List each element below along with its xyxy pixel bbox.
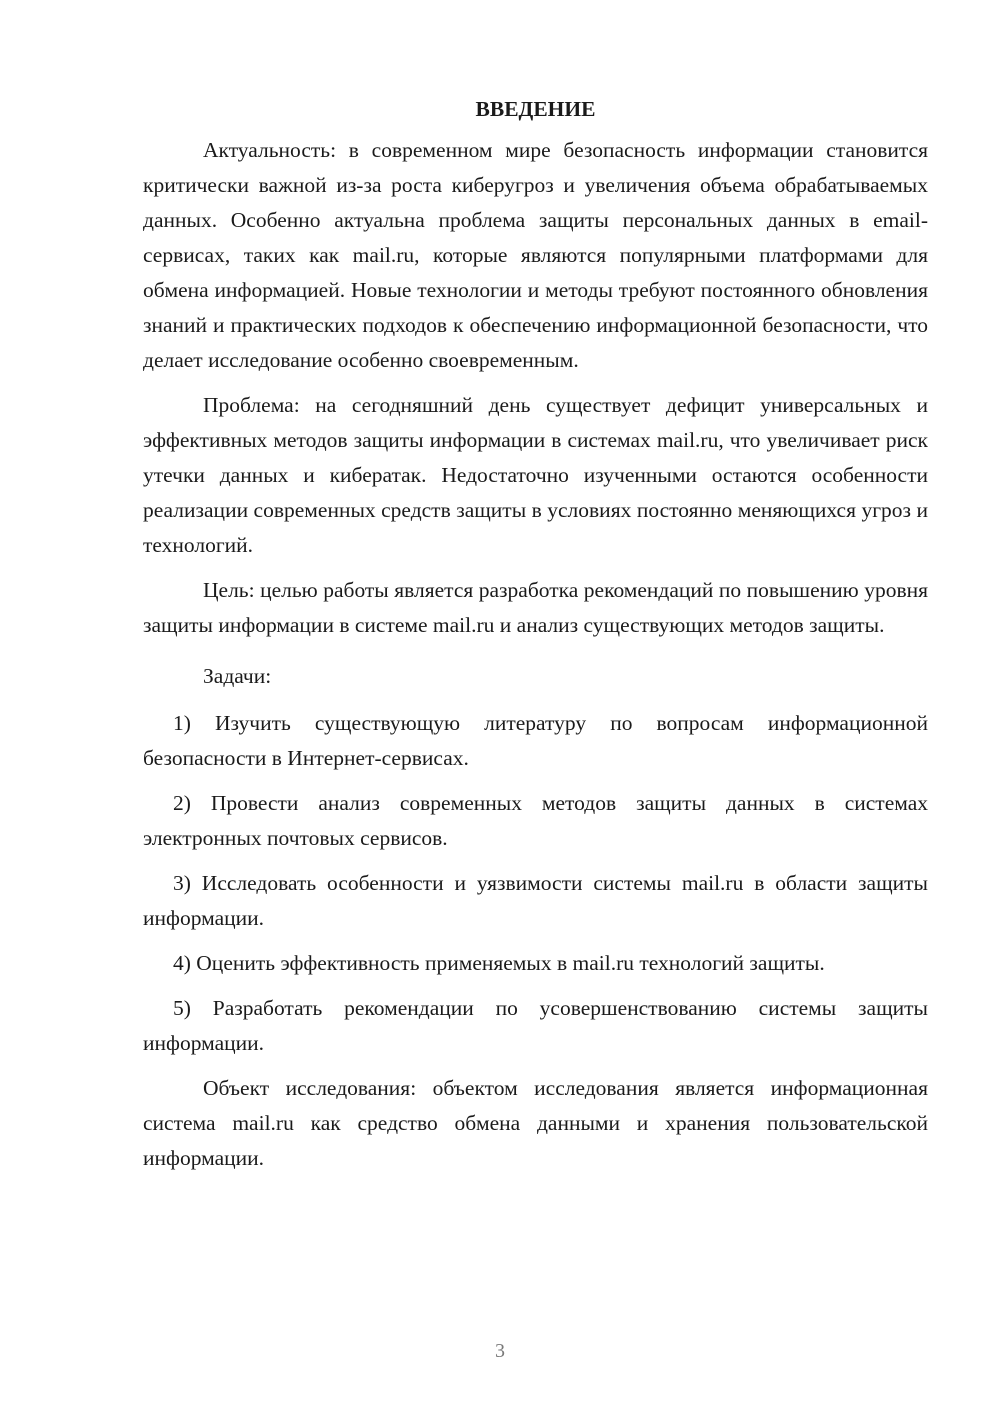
page-content: [143, 92, 928, 1176]
page-number: 3: [495, 1340, 505, 1362]
section-title: ВВЕДЕНИЕ: [475, 97, 596, 121]
paragraph-relevance: Актуальность: в современном мире безопасность информации становится критически важной из-за роста киберугроз и увеличения объема обрабатываемых данных. Особенно актуальна проблема защиты персональных данных в email-сервисах, таких как mail.ru, которые являются популярными платформами для обмена информацией. Новые технологии и методы требуют постоянного обновления знаний и практических подходов к обеспечению информационной безопасности, что делает исследование особенно своевременным.: [143, 138, 928, 372]
task-item-3: 3) Исследовать особенности и уязвимости системы mail.ru в области защиты информации.: [143, 871, 928, 930]
task-item-5: 5) Разработать рекомендации по усовершенствованию системы защиты информации.: [143, 996, 928, 1055]
task-item-1: 1) Изучить существующую литературу по вопросам информационной безопасности в Интернет-сервисах.: [143, 711, 928, 770]
task-item-4: 4) Оценить эффективность применяемых в mail.ru технологий защиты.: [173, 951, 825, 975]
tasks-heading: Задачи:: [203, 664, 272, 688]
paragraph-goal: Цель: целью работы является разработка рекомендаций по повышению уровня защиты информации в системе mail.ru и анализ существующих методов защиты.: [143, 578, 928, 637]
paragraph-problem: Проблема: на сегодняшний день существует дефицит универсальных и эффективных методов защиты информации в системах mail.ru, что увеличивает риск утечки данных и кибератак. Недостаточно изученными остаются особенности реализации современных средств защиты в условиях постоянно меняющихся угроз и технологий.: [143, 393, 928, 557]
paragraph-object: Объект исследования: объектом исследования является информационная система mail.ru как средство обмена данными и хранения пользовательской информации.: [143, 1076, 928, 1170]
task-item-2: 2) Провести анализ современных методов защиты данных в системах электронных почтовых сервисов.: [143, 791, 928, 850]
